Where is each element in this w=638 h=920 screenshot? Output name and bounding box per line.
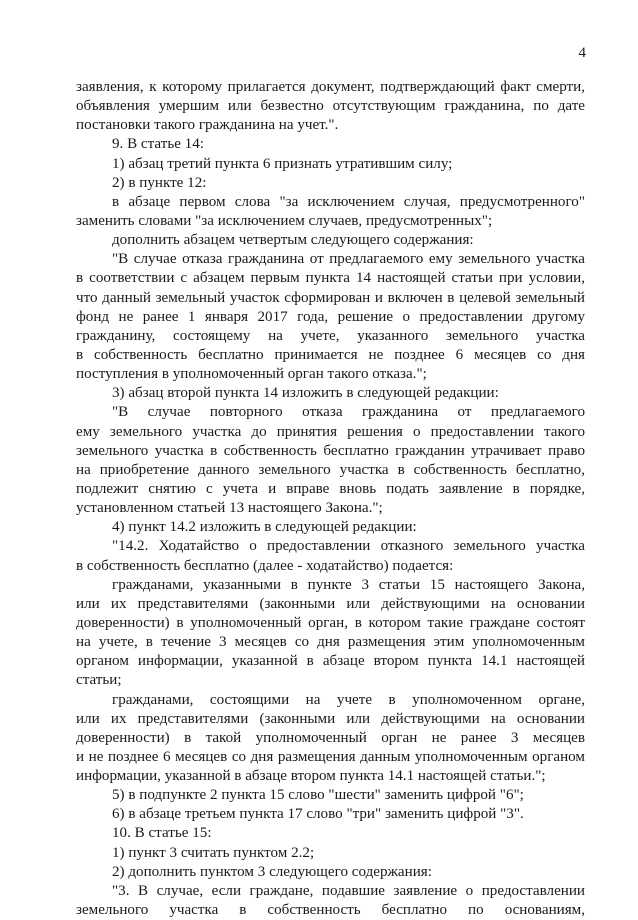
text-line: что данный земельный участок сформирован и включен в целевой земельный: [76, 289, 585, 306]
text-line: и не позднее 6 месяцев со дня размещения данным уполномоченным органом: [76, 748, 585, 765]
text-line: гражданами, состоящими на учете в уполномоченном органе,: [112, 691, 585, 708]
text-line: дополнить абзацем четвертым следующего содержания:: [112, 232, 474, 249]
text-line: подлежит снятию с учета и вправе вновь подать заявление в порядке,: [76, 480, 585, 497]
text-line: или их представителями (законными или действующими на основании: [76, 595, 585, 612]
text-line: фонд не ранее 1 января 2017 года, решение о предоставлении другому: [76, 308, 585, 325]
text-line: на учете, в течение 3 месяцев со дня размещения этим уполномоченным: [76, 634, 585, 651]
text-line: заявления, к которому прилагается документ, подтверждающий факт смерти,: [76, 79, 585, 95]
text-line: 1) абзац третий пункта 6 признать утратившим силу;: [112, 155, 453, 172]
text-line: статьи;: [76, 672, 122, 689]
text-line: 4) пункт 14.2 изложить в следующей редакции:: [112, 519, 417, 536]
text-line: 3) абзац второй пункта 14 изложить в следующей редакции:: [112, 385, 499, 402]
text-line: земельного участка в собственность бесплатно по основаниям,: [76, 902, 585, 919]
text-line: 6) в абзаце третьем пункта 17 слово "три" заменить цифрой "3".: [112, 806, 524, 823]
text-line: информации, указанной в абзаце втором пункта 14.1 настоящей статьи.";: [76, 768, 546, 785]
text-line: в собственность бесплатно (далее - ходатайство) подается:: [76, 557, 454, 574]
text-line: "В случае повторного отказа гражданина от предлагаемого: [112, 404, 585, 421]
text-line: доверенности) в такой уполномоченный орган не ранее 3 месяцев: [76, 729, 585, 746]
text-line: в соответствии с абзацем первым пункта 14 настоящей статьи при условии,: [76, 270, 585, 287]
text-line: "14.2. Ходатайство о предоставлении отказного земельного участка: [112, 538, 585, 555]
text-line: доверенности) в уполномоченный орган, в котором такие граждане состоят: [76, 614, 585, 631]
text-line: в собственность бесплатно принимается не позднее 6 месяцев со дня: [76, 346, 585, 363]
text-line: "В случае отказа гражданина от предлагаемого ему земельного участка: [112, 251, 585, 268]
text-line: 9. В статье 14:: [112, 136, 204, 153]
text-line: или их представителями (законными или действующими на основании: [76, 710, 585, 727]
text-line: органом информации, указанной в абзаце втором пункта 14.1 настоящей: [76, 653, 585, 670]
text-line: установленном статьей 13 настоящего Закона.";: [76, 500, 383, 517]
text-line: 10. В статье 15:: [112, 825, 212, 842]
text-line: гражданами, указанными в пункте 3 статьи 15 настоящего Закона,: [112, 576, 585, 593]
text-line: земельного участка в собственность бесплатно гражданин утрачивает право: [76, 442, 585, 459]
text-line: объявления умершим или безвестно отсутствующим гражданина, по дате: [76, 98, 585, 115]
page-number: 4: [578, 45, 586, 61]
text-line: гражданину, состоящему на учете, указанного земельного участка: [76, 327, 585, 344]
text-line: 2) в пункте 12:: [112, 174, 207, 191]
text-line: 5) в подпункте 2 пункта 15 слово "шести" заменить цифрой "6";: [112, 787, 524, 804]
text-line: на приобретение данного земельного участка в собственность бесплатно,: [76, 461, 585, 478]
text-line: "3. В случае, если граждане, подавшие заявление о предоставлении: [112, 882, 585, 899]
text-line: в абзаце первом слова "за исключением случая, предусмотренного": [112, 193, 585, 210]
text-line: постановки такого гражданина на учет.".: [76, 117, 339, 134]
document-body: [76, 78, 585, 920]
text-line: поступления в уполномоченный орган такого отказа.";: [76, 366, 427, 383]
text-line: 2) дополнить пунктом 3 следующего содержания:: [112, 863, 432, 880]
text-line: заменить словами "за исключением случаев, предусмотренных";: [76, 212, 493, 229]
text-line: 1) пункт 3 считать пунктом 2.2;: [112, 844, 315, 861]
text-line: ему земельного участка до принятия решения о предоставлении такого: [76, 423, 585, 440]
